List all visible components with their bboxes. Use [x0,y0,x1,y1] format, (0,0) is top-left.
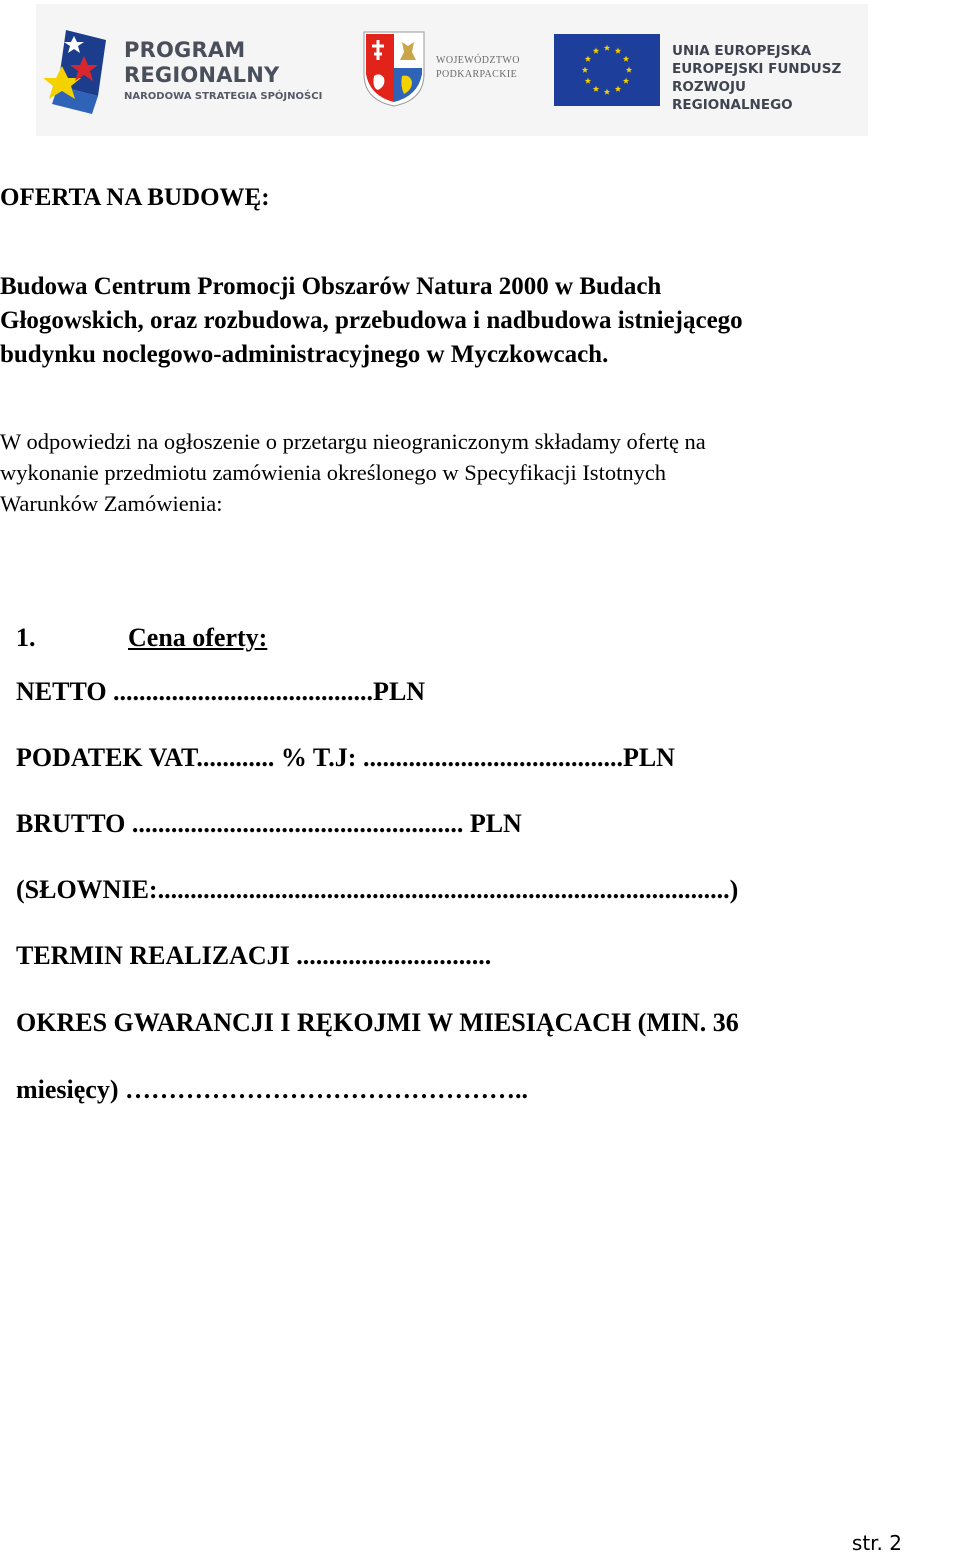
project-title-line: Budowa Centrum Promocji Obszarów Natura 2000 w Budach [0,273,662,300]
price-heading [16,620,267,656]
project-title [0,270,890,372]
project-title-line: Głogowskich, oraz rozbudowa, przebudowa i nadbudowa istniejącego [0,307,743,334]
brutto-field: BRUTTO ................................................... PLN [16,809,522,838]
program-line2: REGIONALNY [124,63,280,87]
miesiecy-field: miesięcy) ……………………………………….. [16,1075,529,1104]
intro-line: W odpowiedzi na ogłoszenie o przetargu nieograniczonym składamy ofertę na [0,429,706,454]
program-star-icon [44,26,110,116]
termin-realizacji-field: TERMIN REALIZACJI .............................. [16,941,492,970]
eu-line3: ROZWOJU REGIONALNEGO [672,79,793,113]
project-title-line: budynku noclegowo-administracyjnego w Myczkowcach. [0,341,609,368]
program-regionalny-logo [44,26,344,116]
netto-field: NETTO ........................................PLN [16,677,426,706]
page-number: str. 2 [851,1531,902,1555]
intro-line: wykonanie przedmiotu zamówienia określonego w Specyfikacji Istotnych [0,460,667,485]
intro-paragraph [0,426,900,519]
vat-field: PODATEK VAT............ % T.J: ........................................PLN [16,743,675,772]
wojewodztwo-line1: WOJEWÓDZTWO [436,55,520,66]
wojewodztwo-line2: PODKARPACKIE [436,69,518,80]
logo-banner [36,4,868,136]
offer-title: OFERTA NA BUDOWĘ: [0,184,270,211]
eu-flag-icon [554,34,660,106]
wojewodztwo-podkarpackie-logo [362,30,532,110]
eu-logo [554,34,859,113]
program-line3: NARODOWA STRATEGIA SPÓJNOŚCI [124,91,323,102]
program-line1: PROGRAM [124,38,246,62]
coat-of-arms-icon [362,30,426,108]
intro-line: Warunków Zamówienia: [0,491,223,516]
slownie-field: (SŁOWNIE:........................................................................................) [16,875,739,904]
eu-line1: UNIA EUROPEJSKA [672,43,812,59]
eu-line2: EUROPEJSKI FUNDUSZ [672,61,842,77]
price-section-label: Cena oferty: [128,623,268,652]
price-section-number: 1. [16,623,36,652]
okres-gwarancji-field: OKRES GWARANCJI I RĘKOJMI W MIESIĄCACH (MIN. 36 [16,1008,739,1037]
